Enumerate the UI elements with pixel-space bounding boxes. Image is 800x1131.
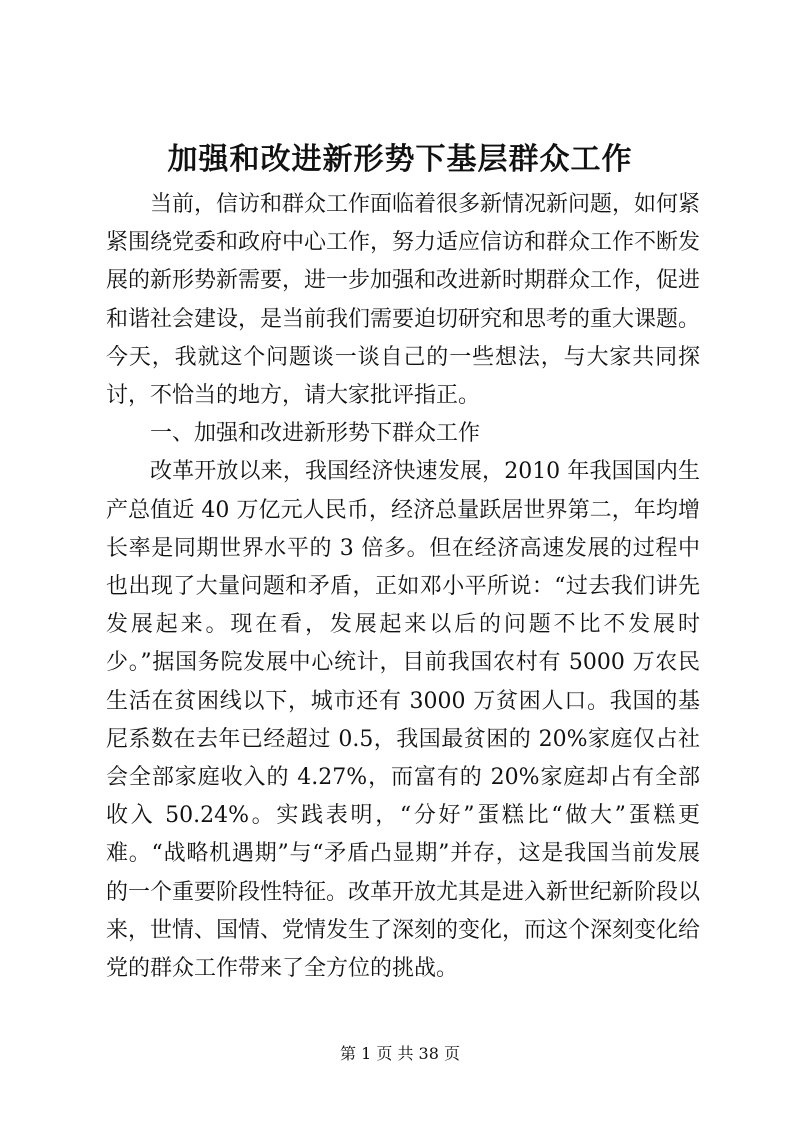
paragraph-intro: 当前，信访和群众工作面临着很多新情况新问题，如何紧紧围绕党委和政府中心工作，努力适应信访和群众工作不断发展的新形势新需要，进一步加强和改进新时期群众工作，促进和谐社会建设，是当前我们需要迫切研究和思考的重大课题。今天，我就这个问题谈一谈自己的一些想法，与大家共同探讨，不恰当的地方，请大家批评指正。	[106, 192, 701, 409]
document-title: 加强和改进新形势下基层群众工作	[167, 142, 633, 177]
page-footer: 第 1 页 共 38 页	[340, 1044, 460, 1063]
section-heading: 一、加强和改进新形势下群众工作	[150, 421, 481, 447]
paragraph-reform: 改革开放以来，我国经济快速发展，2010 年我国国内生产总值近 40 万亿元人民币，经济总量跃居世界第二，年均增长率是同期世界水平的 3 倍多。但在经济高速发展的过程中也出现了大量问题和矛盾，正如邓小平所说：“过去我们讲先发展起来。现在看，发展起来以后的问题不比不发展时少。”据国务院发展中心统计，目前我国农村有 5000 万农民生活在贫困线以下，城市还有 3000 万贫困人口。我国的基尼系数在去年已经超过 0.5，我国最贫困的 20%家庭仅占社会全部家庭收入的 4.27%，而富有的 20%家庭却占有全部收入 50.24%。实践表明，“分好”蛋糕比“做大”蛋糕更难。“战略机遇期”与“矛盾凸显期”并存，这是我国当前发展的一个重要阶段性特征。改革开放尤其是进入新世纪新阶段以来，世情、国情、党情发生了深刻的变化，而这个深刻变化给党的群众工作带来了全方位的挑战。	[106, 459, 701, 982]
document-body	[106, 186, 700, 988]
